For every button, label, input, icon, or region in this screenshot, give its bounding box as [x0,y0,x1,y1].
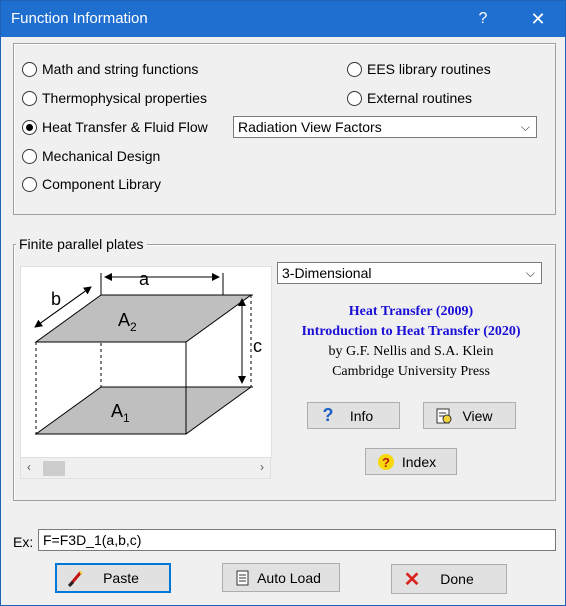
example-input[interactable]: F=F3D_1(a,b,c) [38,529,556,551]
radio-ees-library[interactable] [347,59,491,79]
top-plate [36,295,251,342]
top-area-label: A [118,310,131,330]
radio-circle [22,62,37,77]
scroll-left-icon[interactable]: ‹ [27,460,31,474]
category-dropdown[interactable] [233,116,537,138]
index-button-label: Index [401,453,437,470]
close-button[interactable]: ✕ [530,9,546,29]
dimension-dropdown[interactable] [277,262,542,284]
bottom-area-subscript: 1 [123,411,130,425]
scroll-right-icon[interactable]: › [260,460,264,474]
example-label: Ex: [13,534,34,550]
radio-circle [347,62,362,77]
view-button[interactable] [423,402,516,429]
radio-circle [22,149,37,164]
document-icon [233,568,253,588]
reference-authors: by G.F. Nellis and S.A. Klein [328,344,494,359]
chevron-down-icon: ⌵ [525,266,535,280]
radio-math-string[interactable] [22,59,198,79]
help-button[interactable]: ? [478,10,488,27]
radio-label: Heat Transfer & Fluid Flow [42,119,208,135]
document-view-icon [434,406,454,426]
radio-circle [22,91,37,106]
done-button-label: Done [440,571,474,587]
auto-load-button-label: Auto Load [257,569,321,586]
radio-label: EES library routines [367,61,491,77]
info-button[interactable] [307,402,400,429]
question-icon: ? [322,405,334,425]
top-area-subscript: 2 [130,320,137,334]
radio-label: Mechanical Design [42,148,161,164]
paste-button[interactable] [55,563,171,593]
radio-label: Component Library [42,176,162,192]
info-button-label: Info [349,407,374,424]
paste-icon [67,568,87,588]
dimension-a-label: a [139,269,150,289]
svg-text:?: ? [382,454,390,470]
done-button[interactable] [391,564,507,594]
reference-book-1: Heat Transfer (2009) [348,304,474,319]
parallel-plates-diagram [21,267,271,457]
reference-book-2: Introduction to Heat Transfer (2020) [301,324,521,339]
bottom-area-label: A [111,401,124,421]
radio-label: External routines [367,90,473,106]
radio-component-library[interactable] [22,174,161,194]
radio-label: Thermophysical properties [42,90,207,106]
group-title: Finite parallel plates [16,236,147,252]
radio-circle [347,91,362,106]
close-x-icon: ✕ [403,568,421,591]
diagram-panel [20,266,272,458]
radio-thermophysical[interactable] [22,88,207,108]
question-icon [376,452,396,472]
paste-button-label: Paste [103,570,139,586]
radio-heat-transfer[interactable] [22,117,208,137]
radio-circle-selected [22,120,37,135]
window-title: Function Information [11,10,148,27]
auto-load-button[interactable] [222,563,340,592]
title-bar [1,1,565,37]
dimension-b-label: b [51,289,62,309]
view-button-label: View [462,407,493,424]
dimension-dropdown-value: 3-Dimensional [282,265,372,281]
category-dropdown-value: Radiation View Factors [238,119,382,135]
dimension-c-label: c [253,336,262,356]
chevron-down-icon: ⌵ [520,120,530,134]
diagram-horizontal-scrollbar[interactable] [20,457,271,479]
reference-publisher: Cambridge University Press [332,364,490,379]
radio-label: Math and string functions [42,61,199,77]
radio-circle [22,177,37,192]
radio-mechanical-design[interactable] [22,146,160,166]
scrollbar-thumb[interactable] [43,461,65,476]
bottom-plate [36,387,251,434]
radio-external-routines[interactable] [347,88,472,108]
index-button[interactable] [365,448,457,475]
